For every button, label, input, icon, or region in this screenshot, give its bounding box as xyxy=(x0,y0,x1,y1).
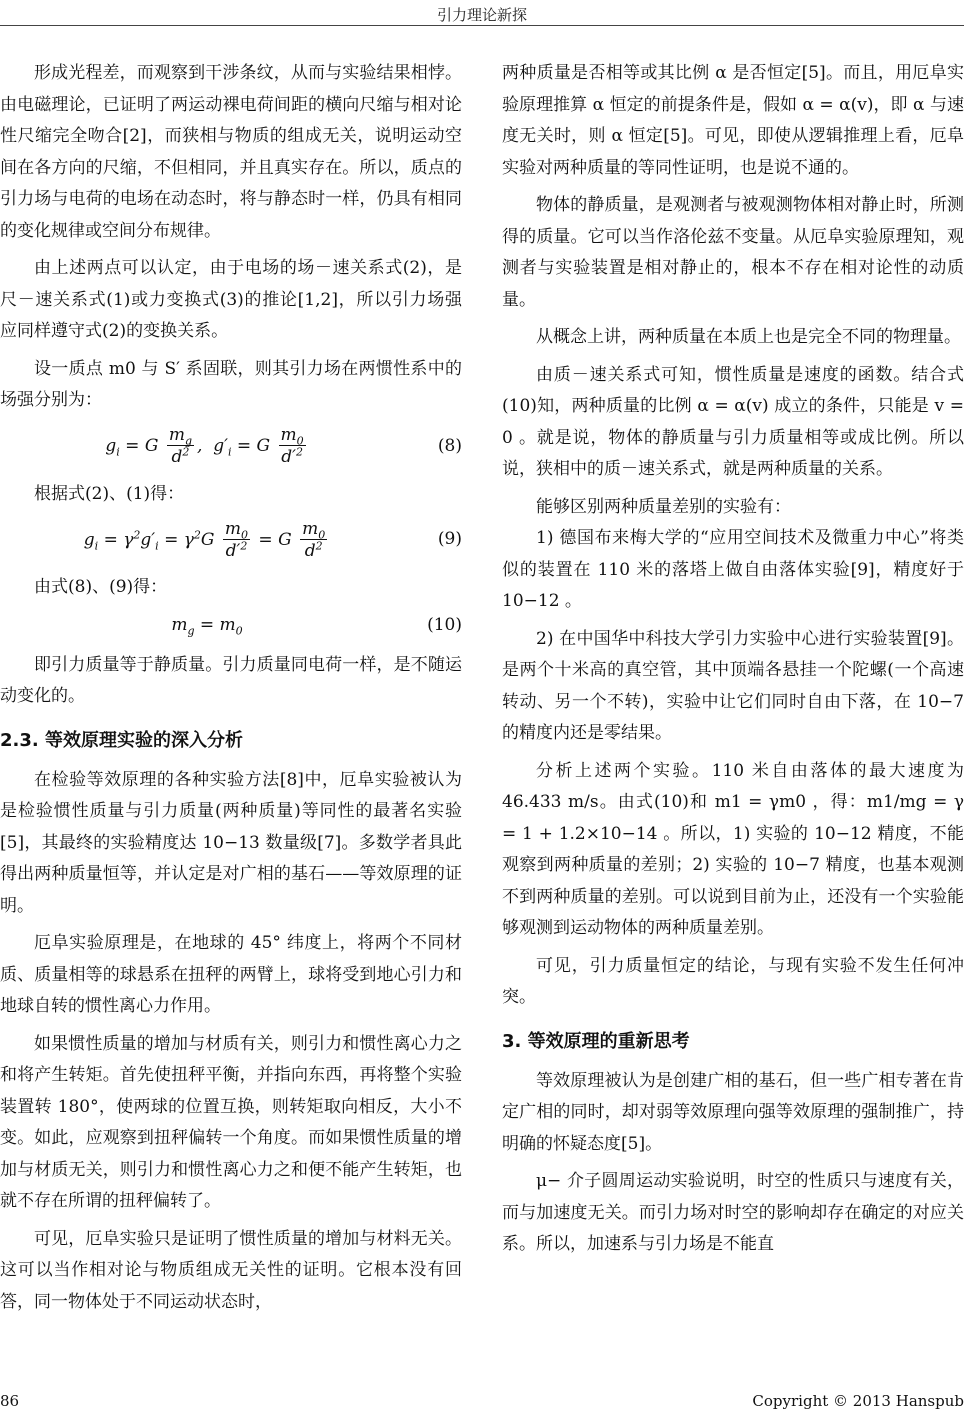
equation-number: (9) xyxy=(437,529,462,550)
left-column xyxy=(0,58,462,1318)
paragraph: 形成光程差，而观察到干涉条纹，从而与实验结果相悖。由电磁理论，已证明了两运动裸电荷间距的横向尺缩与相对论性尺缩完全吻合[2]，而狭相与物质的组成无关，说明运动空间在各方向的尺缩，不但相同，并且真实存在。所以，质点的引力场与电荷的电场在动态时，将与静态时一样，仍具有相同的变化规律或空间分布规律。 xyxy=(0,63,462,241)
paragraph: 可见，厄阜实验只是证明了惯性质量的增加与材料无关。这可以当作相对论与物质组成无关性的证明。它根本没有回答，同一物体处于不同运动状态时， xyxy=(0,1228,462,1312)
paragraph: 2) 在中国华中科技大学引力实验中心进行实验装置[9]。是两个十米高的真空管，其中顶端各悬挂一个陀螺(一个高速转动、另一个不转)，实验中让它们同时自由下落，在 10−7 的精度内还是零结果。 xyxy=(502,628,964,743)
paragraph: 两种质量是否相等或其比例 α 是否恒定[5]。而且，用厄阜实验原理推算 α 恒定的前提条件是，假如 α = α(v)，即 α 与速度无关时，则 α 恒定[5]。可见，即使从逻辑推理上看，厄阜实验对两种质量的等同性证明，也是说不通的。 xyxy=(502,63,964,178)
equation-number: (8) xyxy=(437,435,462,456)
running-head: 引力理论新探 xyxy=(436,6,527,24)
equation-10: $m_g = m_0$ (10) xyxy=(0,610,462,642)
paragraph: 厄阜实验原理是，在地球的 45° 纬度上，将两个不同材质、质量相等的球悬系在扭秤的两臂上，球将受到地心引力和地球自转的惯性离心力作用。 xyxy=(0,933,462,1016)
equation-8: $g_i = G$ $\frac{m_g}{d^2}$ , $g'_i = G$ $\frac{m_0}{d'^2}$ (8) xyxy=(105,425,462,467)
paragraph: 分析上述两个实验。110 米自由落体的最大速度为 46.433 m/s。由式(10)和 m1 = γm0 ，得：m1/mg = γ = 1 + 1.2×10−14 。所以，1) 实验的 10−12 精度，不能观察到两种质量的差别；2) 实验的 10−7 精度，也基本观测不到两种质量的差别。可以说到目前为止，还没有一个实验能够观测到运动物体的两种质量差别。 xyxy=(502,760,964,938)
page-number: 86 xyxy=(0,1392,20,1410)
paragraph: 1) 德国布来梅大学的“应用空间技术及微重力中心”将类似的装置在 110 米的落塔上做自由落体实验[9]，精度好于 10−12 。 xyxy=(502,528,964,611)
section-heading: 2.3. 等效原理实验的深入分析 xyxy=(0,729,243,751)
right-column xyxy=(502,58,964,1261)
header-rule xyxy=(0,25,964,26)
paragraph: 由式(8)、(9)得： xyxy=(34,577,168,597)
equation-9: $g_i = \gamma^2g'_i = \gamma^2G$ $\frac{m_0}{d'^2}$ = G $\frac{m_0}{d^2}$ (9) xyxy=(83,518,462,561)
paragraph: 设一质点 m0 与 S′ 系固联，则其引力场在两惯性系中的场强分别为： xyxy=(0,358,462,410)
paragraph: 即引力质量等于静质量。引力质量同电荷一样，是不随运动变化的。 xyxy=(0,654,462,706)
paragraph: 可见，引力质量恒定的结论，与现有实验不发生任何冲突。 xyxy=(502,955,964,1007)
copyright-notice: Copyright © 2013 Hanspub xyxy=(752,1392,964,1410)
paragraph: 根据式(2)、(1)得： xyxy=(34,483,185,504)
paragraph: 从概念上讲，两种质量在本质上也是完全不同的物理量。 xyxy=(536,327,961,347)
paragraph: 等效原理被认为是创建广相的基石，但一些广相专著在肯定广相的同时，却对弱等效原理向强等效原理的强制推广，持明确的怀疑态度[5]。 xyxy=(502,1070,964,1154)
paragraph: 如果惯性质量的增加与材质有关，则引力和惯性离心力之和将产生转矩。首先使扭秤平衡，并指向东西，再将整个实验装置转 180°，使两球的位置互换，则转矩取向相反，大小不变。如此，应观察到扭秤偏转一个角度。而如果惯性质量的增加与材质无关，则引力和惯性离心力之和便不能产生转矩，也就不存在所谓的扭秤偏转了。 xyxy=(0,1033,462,1211)
paragraph: 由上述两点可以认定，由于电场的场－速关系式(2)，是尺－速关系式(1)或力变换式(3)的推论[1,2]，所以引力场强应同样遵守式(2)的变换关系。 xyxy=(0,258,462,341)
section-heading: 3. 等效原理的重新思考 xyxy=(502,1030,690,1052)
paragraph: 能够区别两种质量差别的实验有： xyxy=(536,496,791,517)
paragraph: μ− 介子圆周运动实验说明，时空的性质只与速度有关，而与加速度无关。而引力场对时空的影响却存在确定的对应关系。所以，加速系与引力场是不能直 xyxy=(502,1171,964,1254)
paragraph: 在检验等效原理的各种实验方法[8]中，厄阜实验被认为是检验惯性质量与引力质量(两种质量)等同性的最著名实验[5]，其最终的实验精度达 10−13 数量级[7]。多数学者具此得出两种质量恒等，并认定是对广相的基石——等效原理的证明。 xyxy=(0,769,462,916)
equation-number: (10) xyxy=(427,614,462,635)
paragraph: 由质－速关系式可知，惯性质量是速度的函数。结合式(10)知，两种质量的比例 α = α(v) 成立的条件，只能是 v = 0 。就是说，物体的静质量与引力质量相等或成比例。所以说，狭相中的质－速关系式，就是两种质量的关系。 xyxy=(502,364,964,479)
paragraph: 物体的静质量，是观测者与被观测物体相对静止时，所测得的质量。它可以当作洛伦兹不变量。从厄阜实验原理知，观测者与实验装置是相对静止的，根本不存在相对论性的动质量。 xyxy=(502,195,964,310)
